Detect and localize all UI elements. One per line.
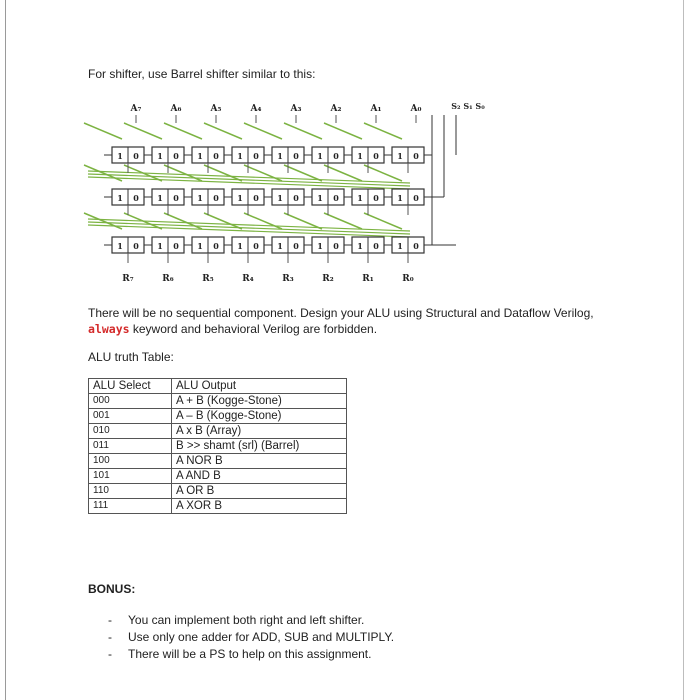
mux-label-one: 1 (317, 193, 323, 203)
mux-label-one: 1 (157, 241, 163, 251)
input-label: A₀ (410, 104, 422, 114)
page-border-left (5, 0, 6, 700)
instructions-paragraph (88, 305, 618, 337)
shift-wire (284, 123, 322, 139)
shift-wire (164, 123, 202, 139)
shift-wire (364, 123, 402, 139)
mux-label-zero: 0 (253, 151, 259, 161)
column-header-output: ALU Output (172, 379, 347, 394)
select-code: 010 (89, 424, 172, 439)
mux-label-one: 1 (277, 193, 283, 203)
input-label: A₆ (170, 104, 182, 114)
select-code: 000 (89, 394, 172, 409)
mux-label-one: 1 (357, 151, 363, 161)
mux-label-one: 1 (197, 193, 203, 203)
alu-output: A OR B (172, 484, 347, 499)
alu-output: B >> shamt (srl) (Barrel) (172, 439, 347, 454)
paragraph-text-2: keyword and behavioral Verilog are forbidden. (129, 322, 378, 336)
always-keyword: always (88, 322, 130, 336)
mux-label-one: 1 (357, 193, 363, 203)
mux-label-zero: 0 (213, 241, 219, 251)
mux-label-zero: 0 (173, 151, 179, 161)
bonus-item-text: You can implement both right and left shifter. (128, 613, 365, 627)
shift-wire (204, 123, 242, 139)
output-label: R₇ (122, 274, 134, 284)
mux-label-zero: 0 (333, 151, 339, 161)
mux-label-zero: 0 (253, 193, 259, 203)
mux-label-one: 1 (237, 151, 243, 161)
select-code: 011 (89, 439, 172, 454)
column-header-select: ALU Select (89, 379, 172, 394)
mux-label-one: 1 (117, 151, 123, 161)
mux-label-zero: 0 (173, 193, 179, 203)
shift-bus-wire (88, 219, 410, 231)
alu-output: A XOR B (172, 499, 347, 514)
shift-bus-wire (88, 171, 410, 183)
shift-wire (124, 123, 162, 139)
output-label: R₆ (162, 274, 174, 284)
select-code: 001 (89, 409, 172, 424)
shift-wire (364, 165, 402, 181)
table-row (89, 439, 347, 454)
mux-label-zero: 0 (133, 241, 139, 251)
shift-bus-wire (88, 177, 410, 189)
alu-output: A – B (Kogge-Stone) (172, 409, 347, 424)
table-row (89, 499, 347, 514)
input-label: A₄ (250, 104, 262, 114)
mux-label-zero: 0 (213, 193, 219, 203)
mux-label-zero: 0 (413, 151, 419, 161)
mux-label-one: 1 (197, 241, 203, 251)
shift-wire (324, 123, 362, 139)
shift-wire (244, 123, 282, 139)
mux-label-one: 1 (277, 241, 283, 251)
dash-bullet: - (108, 613, 112, 627)
mux-label-zero: 0 (293, 151, 299, 161)
mux-label-one: 1 (157, 151, 163, 161)
shift-wire (364, 213, 402, 229)
table-row (89, 454, 347, 469)
mux-label-zero: 0 (413, 241, 419, 251)
shift-bus-wire (88, 225, 410, 237)
bonus-list (108, 612, 394, 663)
mux-label-one: 1 (357, 241, 363, 251)
intro-text: For shifter, use Barrel shifter similar to this: (88, 67, 316, 81)
output-label: R₃ (282, 274, 294, 284)
mux-label-one: 1 (397, 193, 403, 203)
output-label: R₅ (202, 274, 214, 284)
mux-label-zero: 0 (293, 193, 299, 203)
table-row (89, 484, 347, 499)
select-code: 101 (89, 469, 172, 484)
input-label: A₇ (130, 104, 142, 114)
shift-wire (324, 213, 362, 229)
input-label: A₅ (210, 104, 222, 114)
mux-label-one: 1 (117, 193, 123, 203)
mux-label-zero: 0 (333, 241, 339, 251)
mux-label-zero: 0 (373, 151, 379, 161)
shift-wire (324, 165, 362, 181)
mux-label-one: 1 (157, 193, 163, 203)
input-label: A₁ (370, 104, 382, 114)
mux-label-one: 1 (237, 193, 243, 203)
mux-label-zero: 0 (373, 241, 379, 251)
dash-bullet: - (108, 647, 112, 661)
mux-label-one: 1 (117, 241, 123, 251)
mux-label-zero: 0 (293, 241, 299, 251)
mux-label-zero: 0 (253, 241, 259, 251)
mux-label-one: 1 (197, 151, 203, 161)
alu-truth-table (88, 378, 347, 514)
select-code: 111 (89, 499, 172, 514)
mux-label-zero: 0 (333, 193, 339, 203)
shift-wire (84, 123, 122, 139)
output-label: R₁ (362, 274, 374, 284)
paragraph-text-1: There will be no sequential component. Design your ALU using Structural and Dataflow Verilog, (88, 306, 594, 320)
mux-label-zero: 0 (413, 193, 419, 203)
page-border-right (683, 0, 684, 700)
alu-output: A + B (Kogge-Stone) (172, 394, 347, 409)
truth-table-title: ALU truth Table: (88, 350, 174, 364)
table-header-row (89, 379, 347, 394)
shift-bus-wire (88, 174, 410, 186)
select-code: 100 (89, 454, 172, 469)
bonus-item-text: There will be a PS to help on this assignment. (128, 647, 372, 661)
bonus-item-text: Use only one adder for ADD, SUB and MULTIPLY. (128, 630, 395, 644)
output-label: R₄ (242, 274, 254, 284)
alu-output: A NOR B (172, 454, 347, 469)
alu-output: A AND B (172, 469, 347, 484)
mux-label-zero: 0 (213, 151, 219, 161)
mux-label-zero: 0 (173, 241, 179, 251)
table-row (89, 469, 347, 484)
mux-label-one: 1 (237, 241, 243, 251)
table-row (89, 409, 347, 424)
bonus-title: BONUS: (88, 582, 136, 596)
mux-label-zero: 0 (133, 151, 139, 161)
output-label: R₂ (322, 274, 334, 284)
table-row (89, 424, 347, 439)
mux-label-one: 1 (317, 241, 323, 251)
list-item (108, 629, 394, 646)
table-row (89, 394, 347, 409)
input-label: A₃ (290, 104, 302, 114)
mux-label-one: 1 (397, 241, 403, 251)
mux-label-zero: 0 (133, 193, 139, 203)
alu-output: A x B (Array) (172, 424, 347, 439)
mux-label-one: 1 (317, 151, 323, 161)
shift-bus-wire (88, 222, 410, 234)
list-item (108, 612, 394, 629)
barrel-shifter-diagram (80, 95, 500, 295)
select-label: S₂ S₁ S₀ (451, 101, 485, 111)
list-item (108, 646, 394, 663)
dash-bullet: - (108, 630, 112, 644)
mux-label-zero: 0 (373, 193, 379, 203)
input-label: A₂ (330, 104, 342, 114)
output-label: R₀ (402, 274, 414, 284)
mux-label-one: 1 (397, 151, 403, 161)
mux-label-one: 1 (277, 151, 283, 161)
select-code: 110 (89, 484, 172, 499)
